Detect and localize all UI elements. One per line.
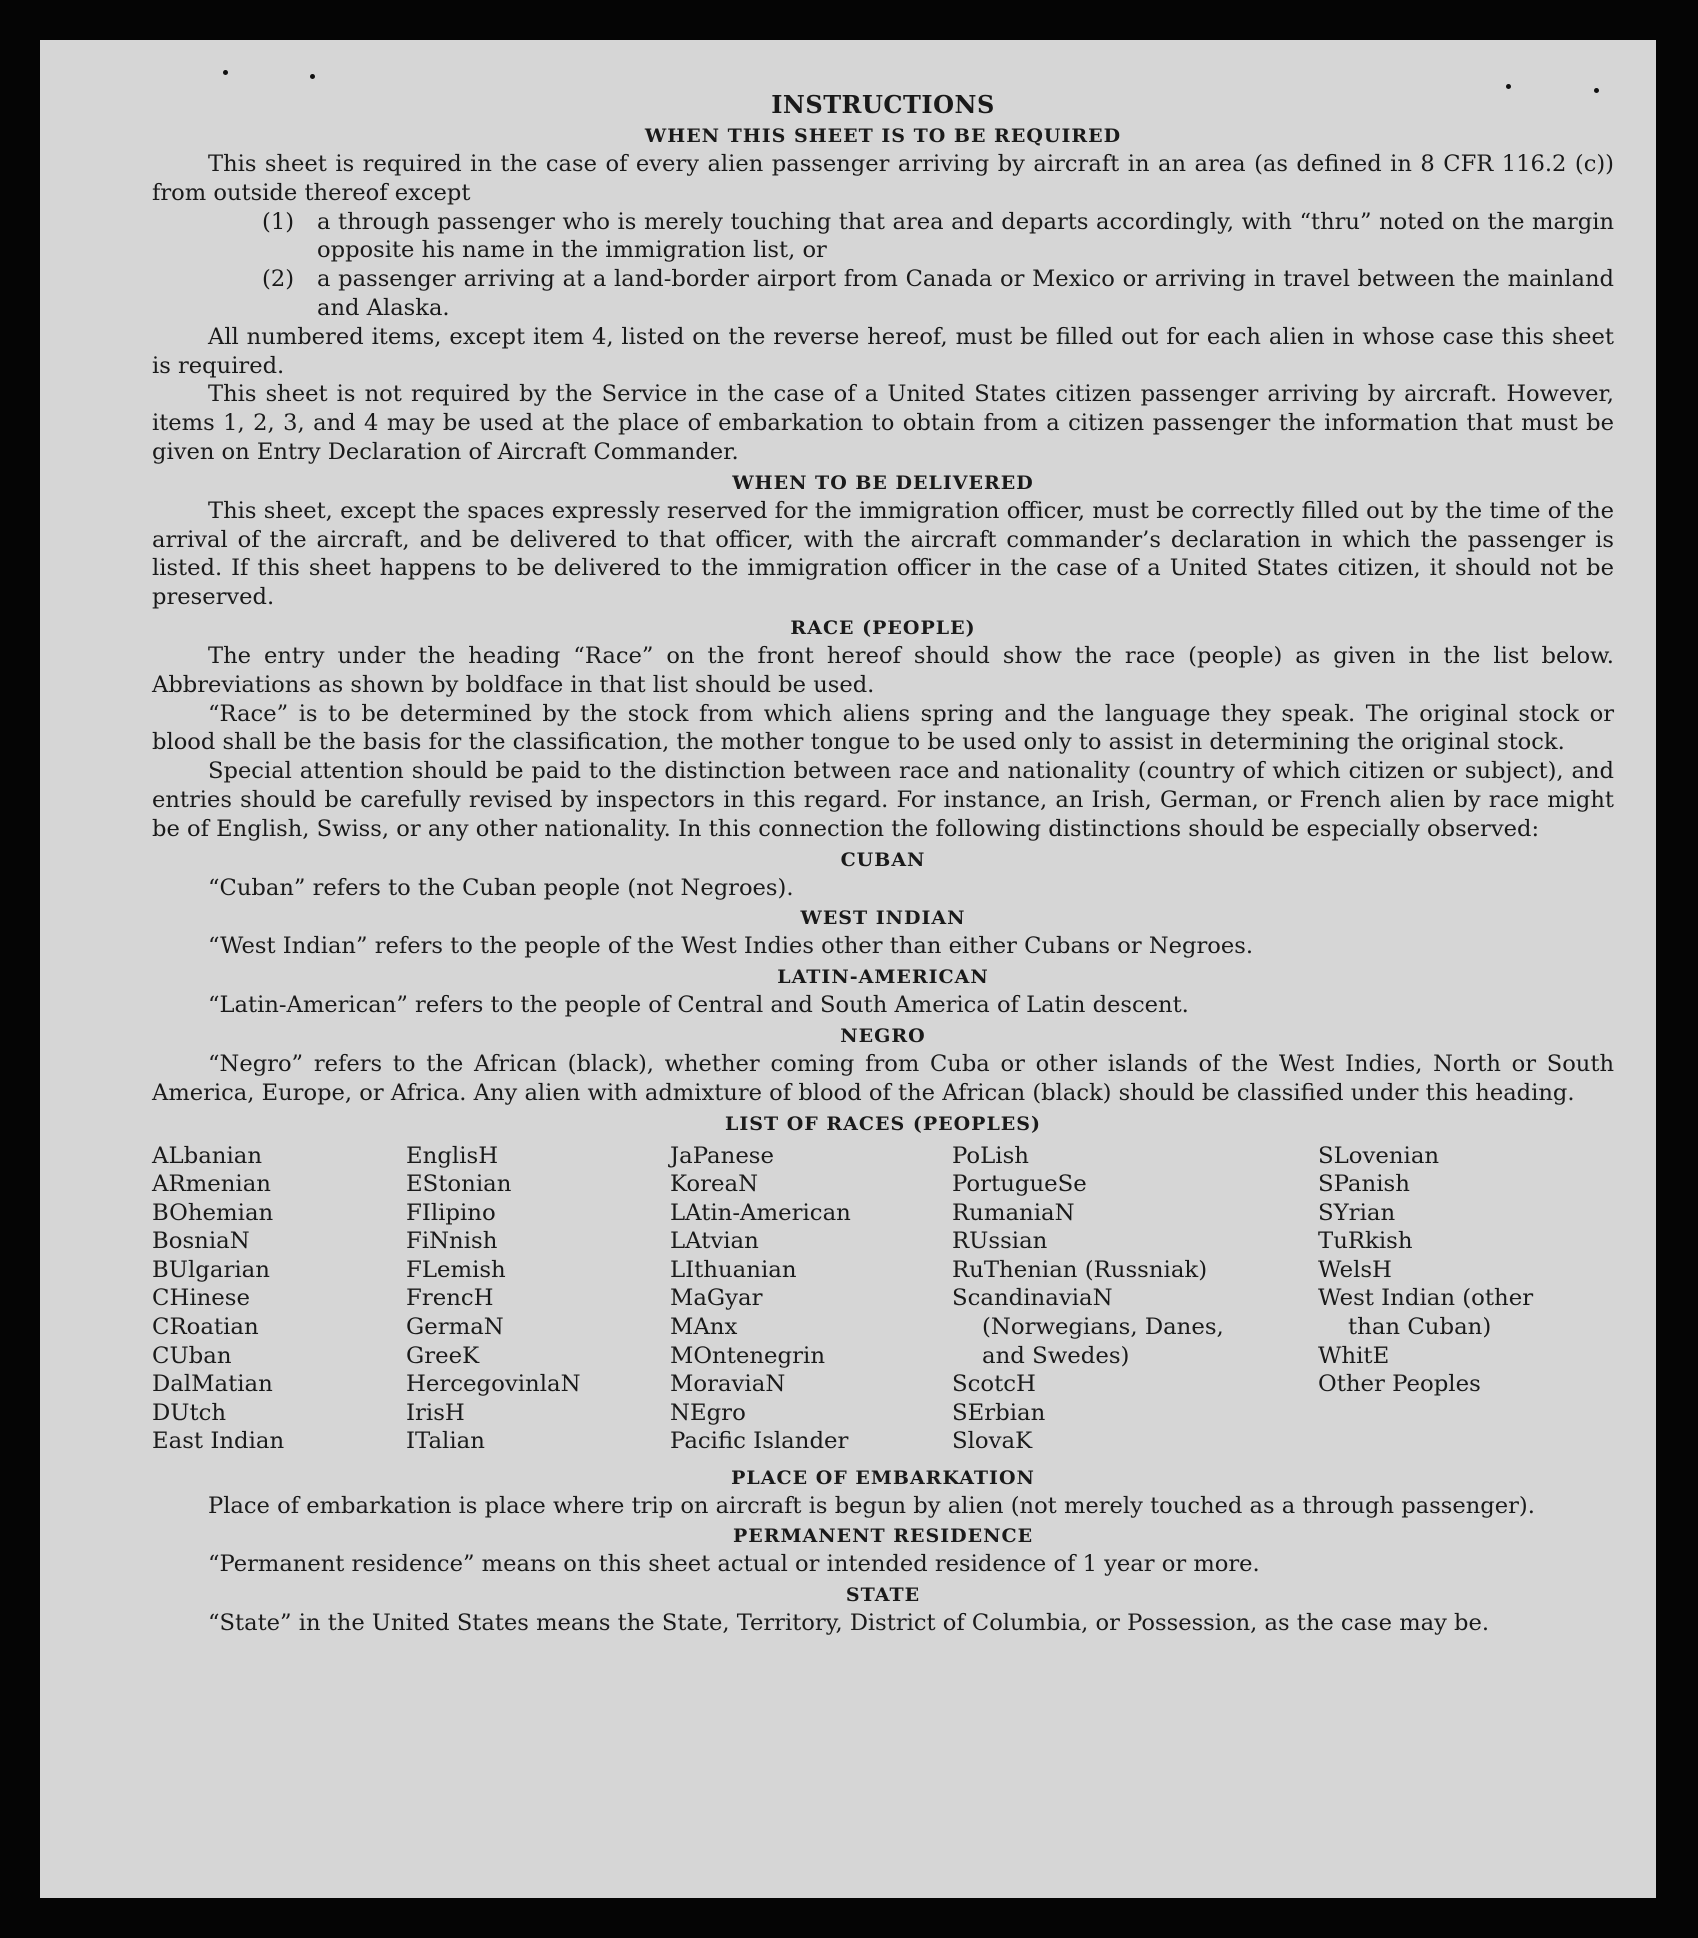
race-entry: WelsH (1318, 1256, 1392, 1283)
document-sheet (40, 40, 1656, 1898)
race-entry: ARmenian (152, 1171, 271, 1198)
race-entry: SPanish (1318, 1171, 1410, 1198)
race-entry: FrencH (406, 1285, 494, 1312)
when-required-para-2: All numbered items, except item 4, listed on the reverse hereof, must be filled out for each alien in whose case this sheet is required. (152, 323, 1614, 379)
race-entry: Other Peoples (1318, 1371, 1481, 1398)
race-entry: BUlgarian (152, 1256, 270, 1283)
race-entry: SErbian (952, 1399, 1046, 1426)
race-entry: EStonian (406, 1171, 512, 1198)
exception-item-1 (262, 208, 1614, 266)
race-entry: RumaniaN (952, 1199, 1075, 1226)
exception-item-2 (262, 265, 1614, 323)
instructions-content (152, 90, 1614, 1638)
race-entry: SlovaK (952, 1428, 1033, 1455)
race-entry: CHinese (152, 1285, 250, 1312)
races-list (152, 1142, 1614, 1462)
races-column-3 (670, 1142, 851, 1457)
race-entry: PortugueSe (952, 1171, 1087, 1198)
when-required-intro: This sheet is required in the case of every alien passenger arriving by aircraft in an area (as defined in 8 CFR 116.2 (c)) from outside thereof except (152, 151, 1614, 206)
race-entry: NEgro (670, 1399, 746, 1426)
race-para-3: Special attention should be paid to the distinction between race and nationality (country of which citizen or subject), and entries should be carefully revised by inspectors in this regard. For instance, an Irish, German, or French alien by race might be of English, Swiss, or any other nationality. In this connection the following distinctions should be especially observed: (152, 758, 1614, 842)
races-column-5 (1318, 1142, 1578, 1399)
race-entry: ScotcH (952, 1371, 1036, 1398)
embarkation-text: Place of embarkation is place where trip on aircraft is begun by alien (not merely touched as a through passenger). (208, 1492, 1535, 1519)
race-entry: MaGyar (670, 1285, 763, 1312)
race-entry: SLovenian (1318, 1142, 1440, 1169)
race-entry: LAtvian (670, 1228, 759, 1255)
section-heading-embarkation: PLACE OF EMBARKATION (731, 1466, 1035, 1489)
race-entry: MoraviaN (670, 1371, 786, 1398)
race-entry: ITalian (406, 1428, 485, 1455)
race-entry: FIlipino (406, 1199, 496, 1226)
item-text: a through passenger who is merely touching that area and departs accordingly, with “thru” noted on the margin opposite his name in the immigration list, or (317, 208, 1614, 264)
race-entry: JaPanese (670, 1142, 774, 1169)
race-entry: BosniaN (152, 1228, 250, 1255)
section-heading-cuban: CUBAN (840, 848, 926, 871)
race-entry: HercegovinlaN (406, 1371, 581, 1398)
race-entry: BOhemian (152, 1199, 274, 1226)
when-required-para-3: This sheet is not required by the Service in the case of a United States citizen passenger arriving by aircraft. However, items 1, 2, 3, and 4 may be used at the place of embarkation to obtain from a citizen passenger the information that must be given on Entry Declaration of Aircraft Commander. (152, 381, 1614, 465)
race-entry: East Indian (152, 1428, 285, 1455)
section-heading-west-indian: WEST INDIAN (800, 907, 966, 930)
section-heading-list-of-races: LIST OF RACES (PEOPLES) (725, 1112, 1041, 1135)
latin-american-text: “Latin-American” refers to the people of Central and South America of Latin descent. (208, 992, 1189, 1019)
residence-text: “Permanent residence” means on this sheet actual or intended residence of 1 year or more. (208, 1551, 1260, 1578)
race-entry: PoLish (952, 1142, 1029, 1169)
race-entry: MOntenegrin (670, 1342, 826, 1369)
item-number: (1) (262, 208, 295, 235)
race-entry: Pacific Islander (670, 1428, 849, 1455)
races-column-2 (406, 1142, 581, 1457)
race-entry: CUban (152, 1342, 232, 1369)
when-delivered-text: This sheet, except the spaces expressly reserved for the immigration officer, must be correctly filled out by the time of the arrival of the aircraft, and be delivered to that officer, with the aircraft commander’s declaration in which the passenger is listed. If this sheet happens to be delivered to the immigration officer in the case of a United States citizen, it should not be preserved. (152, 497, 1614, 611)
race-entry: FiNnish (406, 1228, 498, 1255)
section-heading-negro: NEGRO (840, 1024, 926, 1047)
speck-mark (1506, 84, 1511, 89)
item-text: a passenger arriving at a land-border airport from Canada or Mexico or arriving in travel between the mainland and Alaska. (317, 266, 1614, 321)
section-heading-latin-american: LATIN-AMERICAN (777, 966, 989, 989)
race-entry: GreeK (406, 1342, 480, 1369)
race-entry: RuThenian (Russniak) (952, 1256, 1208, 1283)
item-number: (2) (262, 266, 295, 293)
race-entry: RUssian (952, 1228, 1048, 1255)
negro-text: “Negro” refers to the African (black), whether coming from Cuba or other islands of the West Indies, North or South America, Europe, or Africa. Any alien with admixture of blood of the African (black) should be classified under this heading. (152, 1050, 1614, 1106)
section-heading-residence: PERMANENT RESIDENCE (732, 1525, 1034, 1548)
races-column-4 (952, 1142, 1252, 1457)
section-heading-race: RACE (PEOPLE) (790, 616, 976, 639)
speck-mark (223, 70, 228, 75)
race-para-2: “Race” is to be determined by the stock from which aliens spring and the language they speak. The original stock or blood shall be the basis for the classification, the mother tongue to be used only to assist in determining the original stock. (152, 700, 1614, 756)
state-text: “State” in the United States means the State, Territory, District of Columbia, or Possession, as the case may be. (208, 1610, 1490, 1637)
race-entry: KoreaN (670, 1171, 759, 1198)
section-heading-when-required: WHEN THIS SHEET IS TO BE REQUIRED (644, 125, 1122, 147)
race-entry: FLemish (406, 1256, 506, 1283)
race-entry: SYrian (1318, 1199, 1396, 1226)
race-entry: West Indian (other than Cuban) (1318, 1285, 1534, 1341)
race-entry: IrisH (406, 1399, 465, 1426)
race-entry: MAnx (670, 1314, 738, 1341)
speck-mark (310, 74, 315, 79)
race-entry: WhitE (1318, 1342, 1390, 1369)
section-heading-state: STATE (845, 1584, 921, 1607)
race-entry: DalMatian (152, 1371, 273, 1398)
race-entry: CRoatian (152, 1314, 259, 1341)
race-entry: EnglisH (406, 1142, 499, 1169)
section-heading-when-delivered: WHEN TO BE DELIVERED (732, 471, 1034, 494)
race-entry: TuRkish (1318, 1228, 1413, 1255)
race-entry: ScandinaviaN (Norwegians, Danes, and Swedes) (952, 1285, 1224, 1369)
race-entry: GermaN (406, 1314, 504, 1341)
west-indian-text: “West Indian” refers to the people of the West Indies other than either Cubans or Negroes. (208, 933, 1254, 960)
race-para-1: The entry under the heading “Race” on the front hereof should show the race (people) as given in the list below. Abbreviations as shown by boldface in that list should be used. (152, 642, 1614, 698)
race-entry: DUtch (152, 1399, 227, 1426)
race-entry: LIthuanian (670, 1256, 797, 1283)
race-entry: LAtin-American (670, 1199, 851, 1226)
races-column-1 (152, 1142, 284, 1457)
page-title: INSTRUCTIONS (771, 90, 995, 119)
cuban-text: “Cuban” refers to the Cuban people (not Negroes). (208, 874, 794, 901)
race-entry: ALbanian (152, 1142, 263, 1169)
